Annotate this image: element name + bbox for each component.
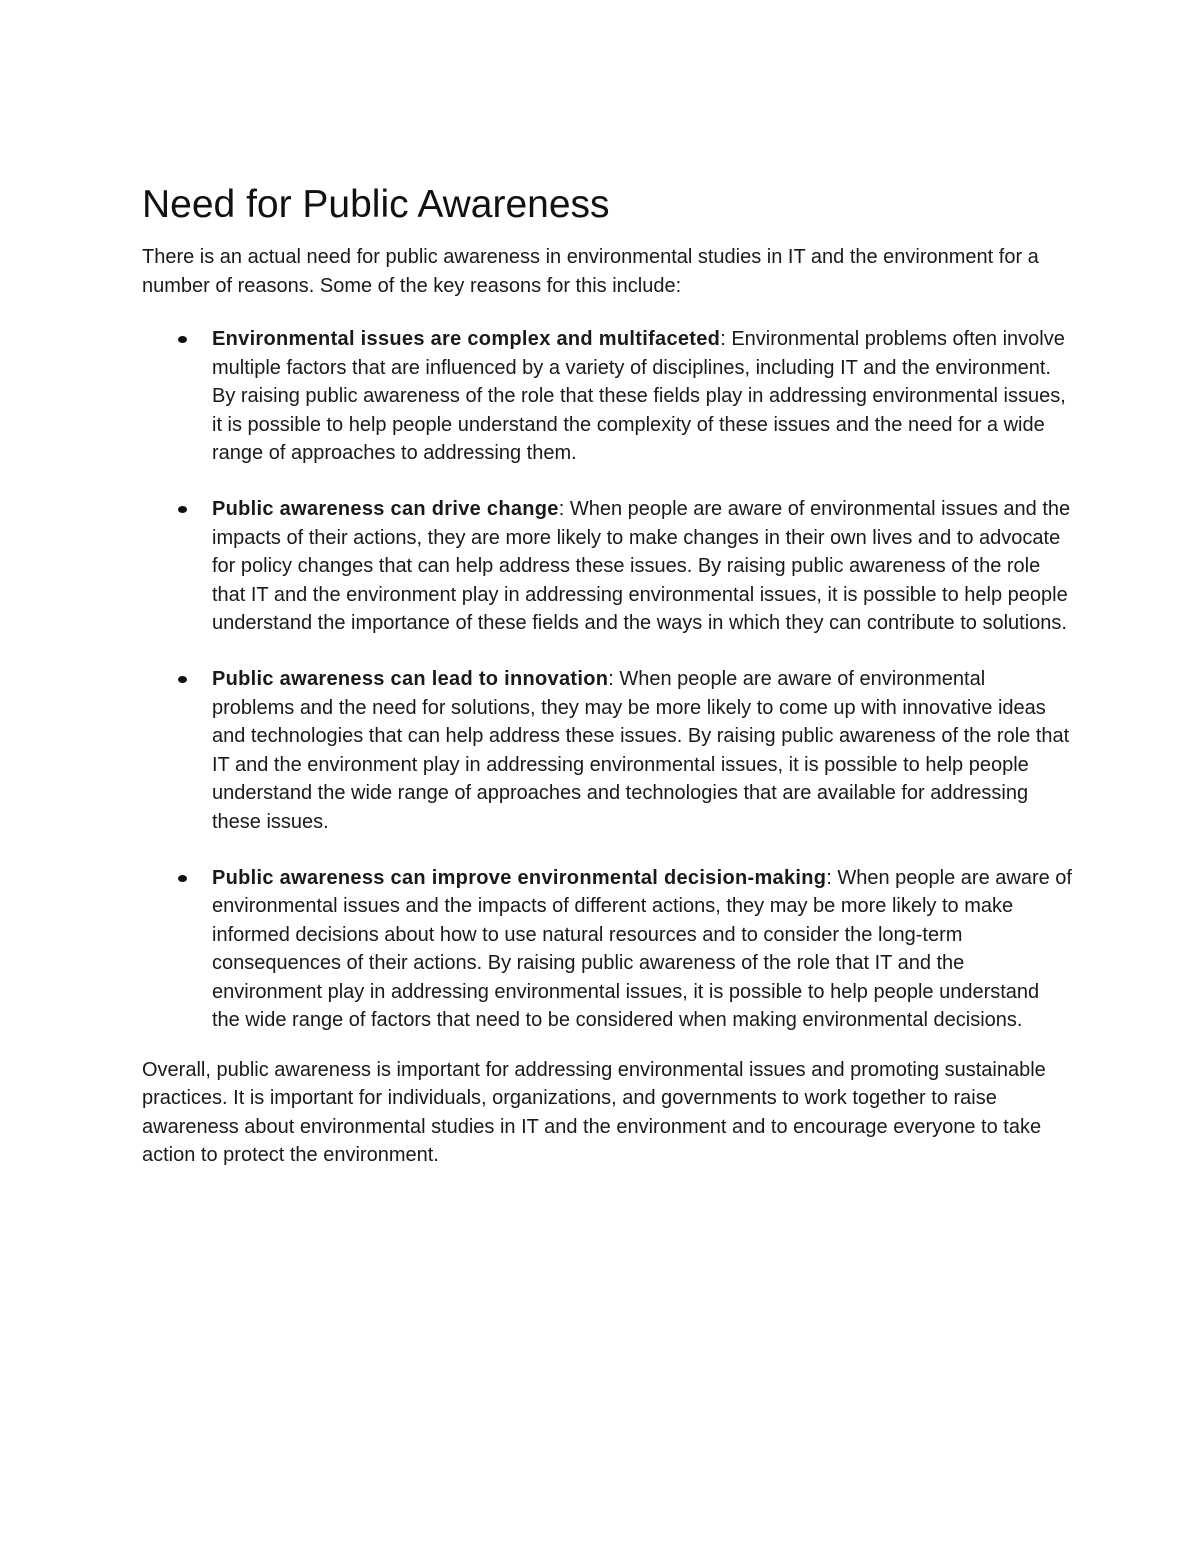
bullet-icon — [178, 676, 187, 683]
list-item-lead: Public awareness can drive change — [212, 498, 559, 520]
list-item — [142, 495, 1072, 638]
reasons-list — [142, 325, 1072, 1035]
list-item-text: : When people are aware of environmental issues and the impacts of their actions, they are more likely to make changes in their own lives and to advocate for policy changes that can help address these issues. By raising public awareness of the role that IT and the environment play in addressing environmental issues, it is possible to help people understand the importance of these fields and the ways in which they can contribute to solutions. — [212, 498, 1071, 634]
list-item-text: : When people are aware of environmental problems and the need for solutions, they may be more likely to come up with innovative ideas and technologies that can help address these issues. By raising public awareness of the role that IT and the environment play in addressing environmental issues, it is possible to help people understand the wide range of approaches and technologies that are available for addressing these issues. — [212, 668, 1070, 833]
bullet-icon — [178, 506, 187, 513]
list-item-text: : Environmental problems often involve multiple factors that are influenced by a variety of disciplines, including IT and the environment. By raising public awareness of the role that these fields play in addressing environmental issues, it is possible to help people understand the complexity of these issues and the need for a wide range of approaches to addressing them. — [212, 328, 1066, 464]
conclusion-paragraph: Overall, public awareness is important for addressing environmental issues and promoting sustainable practices. It is important for individuals, organizations, and governments to work together to raise awareness about environmental studies in IT and the environment and to encourage everyone to take action to protect the environment. — [142, 1058, 1046, 1166]
list-item-lead: Public awareness can lead to innovation — [212, 668, 609, 690]
bullet-icon — [178, 336, 187, 343]
document-body — [142, 183, 1072, 1170]
intro-paragraph: There is an actual need for public awareness in environmental studies in IT and the environment for a number of reasons. Some of the key reasons for this include: — [142, 246, 1039, 297]
list-item — [142, 864, 1072, 1035]
list-item-lead: Environmental issues are complex and multifaceted — [212, 328, 721, 350]
bullet-icon — [178, 875, 187, 882]
list-item — [142, 325, 1072, 468]
list-item — [142, 665, 1072, 836]
list-item-text: : When people are aware of environmental issues and the impacts of different actions, they may be more likely to make informed decisions about how to use natural resources and to consider the long-term consequences of their actions. By raising public awareness of the role that IT and the environment play in addressing environmental issues, it is possible to help people understand the wide range of factors that need to be considered when making environmental decisions. — [212, 866, 1072, 1031]
page-title: Need for Public Awareness — [142, 183, 610, 226]
list-item-lead: Public awareness can improve environmental decision-making — [212, 866, 827, 889]
